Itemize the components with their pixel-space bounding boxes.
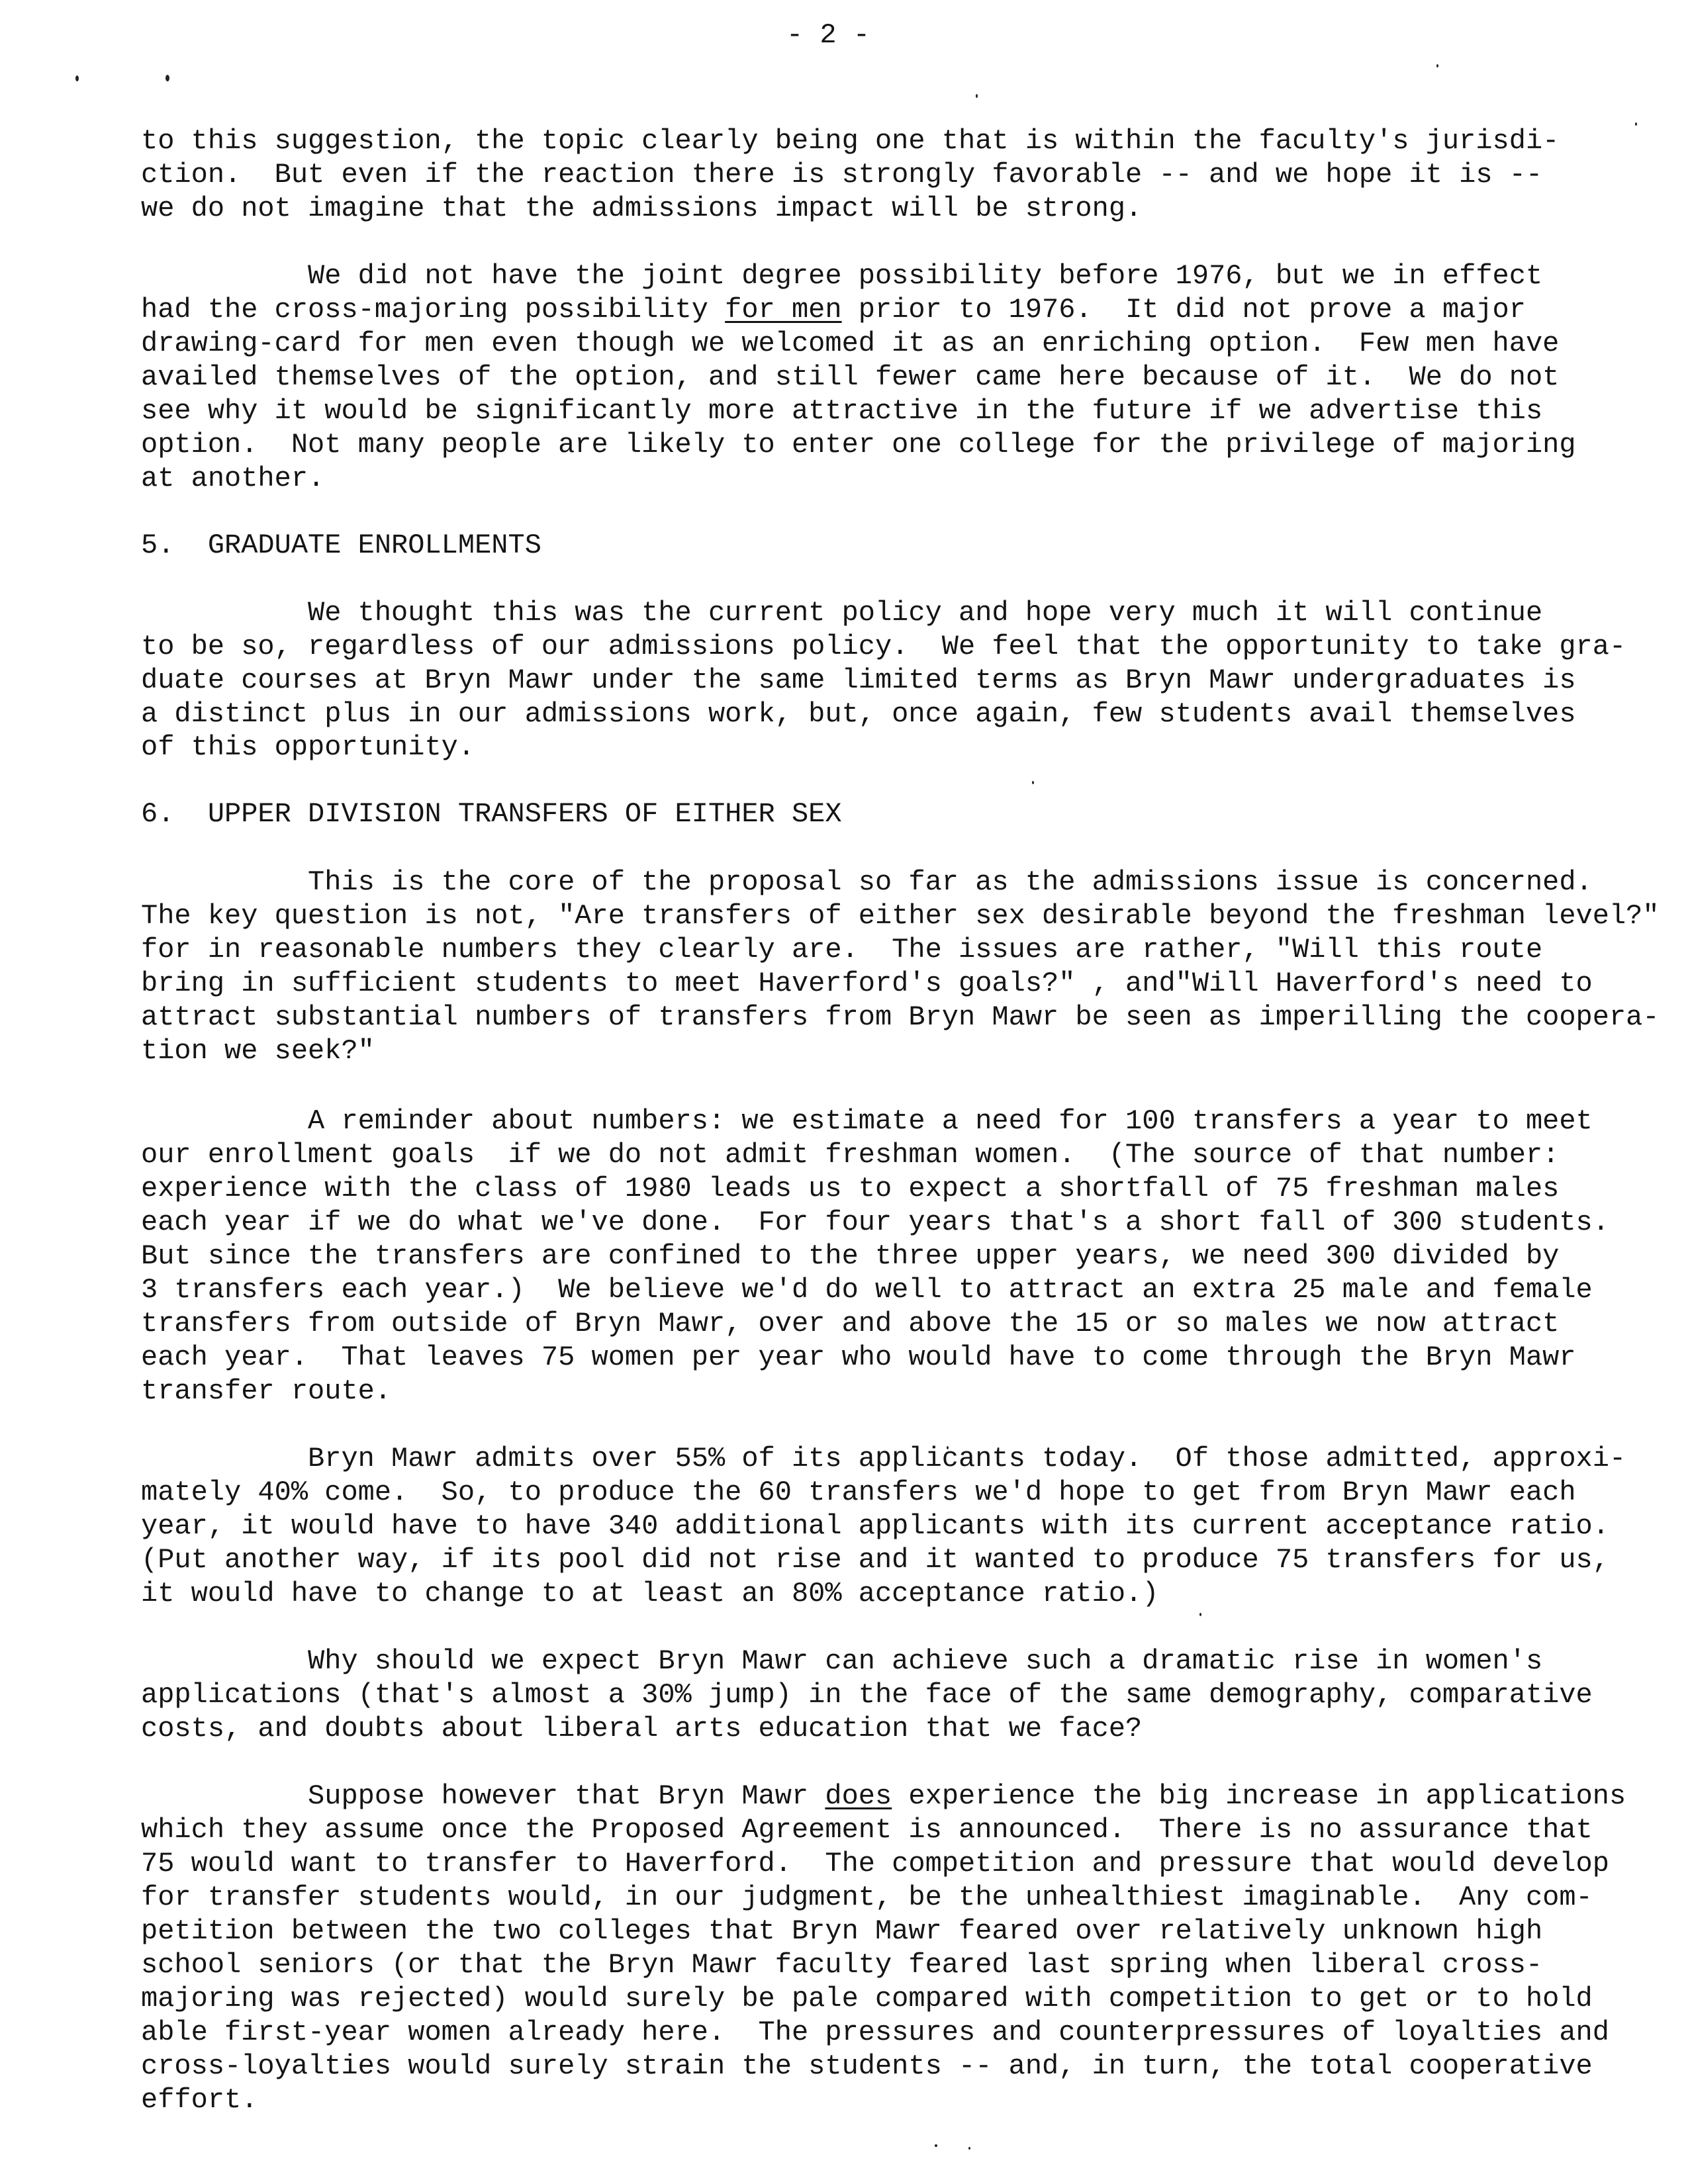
- page-number: - 2 -: [786, 19, 870, 51]
- text-segment: Suppose however that Bryn Mawr: [141, 1780, 825, 1812]
- text-line: The key question is not, "Are transfers of either sex desirable beyond the freshman level?": [141, 900, 1660, 932]
- text-segment: had the cross-majoring possibility: [141, 294, 726, 326]
- text-line: each year if we do what we've done. For four years that's a short fall of 300 students.: [141, 1206, 1609, 1238]
- scan-speck: [968, 2147, 970, 2150]
- text-line: applications (that's almost a 30% jump) in the face of the same demography, comparative: [141, 1679, 1593, 1711]
- text-line: availed themselves of the option, and still fewer came here because of it. We do not: [141, 361, 1560, 393]
- text-line: But since the transfers are confined to the three upper years, we need 300 divided by: [141, 1240, 1560, 1272]
- text-line: school seniors (or that the Bryn Mawr faculty feared last spring when liberal cross-: [141, 1949, 1543, 1981]
- scan-speck: [1199, 1613, 1201, 1616]
- text-line: Bryn Mawr admits over 55% of its applicants today. Of those admitted, approxi-: [141, 1443, 1626, 1475]
- text-line: at another.: [141, 463, 325, 494]
- underlined-text: for men: [725, 294, 842, 326]
- section-heading: 5. GRADUATE ENROLLMENTS: [141, 529, 541, 561]
- underlined-text: does: [825, 1780, 892, 1812]
- text-line: to this suggestion, the topic clearly being one that is within the faculty's jurisdi-: [141, 125, 1560, 157]
- text-line: transfer route.: [141, 1375, 392, 1407]
- text-line: [141, 1782, 1626, 1810]
- text-line: ction. But even if the reaction there is strongly favorable -- and we hope it is --: [141, 159, 1543, 191]
- text-line: which they assume once the Proposed Agreement is announced. There is no assurance that: [141, 1814, 1593, 1846]
- section-heading: 6. UPPER DIVISION TRANSFERS OF EITHER SEX: [141, 798, 842, 830]
- text-line: duate courses at Bryn Mawr under the same limited terms as Bryn Mawr undergraduates is: [141, 664, 1576, 696]
- text-line: mately 40% come. So, to produce the 60 transfers we'd hope to get from Bryn Mawr each: [141, 1477, 1576, 1508]
- text-line: it would have to change to at least an 80% acceptance ratio.): [141, 1578, 1159, 1610]
- text-line: each year. That leaves 75 women per year who would have to come through the Bryn Mawr: [141, 1342, 1576, 1373]
- text-line: majoring was rejected) would surely be pale compared with competition to get or to hold: [141, 1983, 1593, 2015]
- text-line: option. Not many people are likely to enter one college for the privilege of majoring: [141, 429, 1576, 461]
- text-line: to be so, regardless of our admissions policy. We feel that the opportunity to take gra-: [141, 631, 1626, 662]
- text-line: for transfer students would, in our judgment, be the unhealthiest imaginable. Any com-: [141, 1882, 1593, 1913]
- text-line: experience with the class of 1980 leads us to expect a shortfall of 75 freshman males: [141, 1173, 1560, 1205]
- scan-speck: [1032, 781, 1034, 784]
- text-line: Why should we expect Bryn Mawr can achieve such a dramatic rise in women's: [141, 1645, 1543, 1677]
- text-line: cross-loyalties would surely strain the students -- and, in turn, the total cooperative: [141, 2050, 1593, 2082]
- text-line: tion we seek?": [141, 1035, 375, 1067]
- scan-speck: [165, 75, 169, 81]
- text-line: transfers from outside of Bryn Mawr, over and above the 15 or so males we now attract: [141, 1308, 1560, 1340]
- text-line: bring in sufficient students to meet Haverford's goals?" , and"Will Haverford's need to: [141, 968, 1593, 999]
- text-line: effort.: [141, 2084, 258, 2116]
- text-line: able first-year women already here. The pressures and counterpressures of loyalties and: [141, 2017, 1609, 2048]
- text-line: We did not have the joint degree possibility before 1976, but we in effect: [141, 260, 1543, 292]
- text-line: This is the core of the proposal so far as the admissions issue is concerned.: [141, 866, 1593, 898]
- text-line: (Put another way, if its pool did not rise and it wanted to produce 75 transfers for us,: [141, 1544, 1609, 1576]
- text-line: We thought this was the current policy and hope very much it will continue: [141, 597, 1543, 629]
- text-line: drawing-card for men even though we welcomed it as an enriching option. Few men have: [141, 328, 1560, 359]
- scan-speck: [1436, 64, 1438, 68]
- text-line: 3 transfers each year.) We believe we'd do well to attract an extra 25 male and female: [141, 1274, 1593, 1306]
- text-line: of this opportunity.: [141, 731, 475, 763]
- text-line: [141, 296, 1526, 324]
- text-line: 75 would want to transfer to Haverford. The competition and pressure that would develop: [141, 1848, 1609, 1880]
- text-line: see why it would be significantly more attractive in the future if we advertise this: [141, 395, 1543, 427]
- text-line: A reminder about numbers: we estimate a need for 100 transfers a year to meet: [141, 1105, 1593, 1137]
- scan-speck: [935, 2144, 937, 2147]
- scan-speck: [75, 75, 79, 81]
- text-line: attract substantial numbers of transfers from Bryn Mawr be seen as imperilling the coopera-: [141, 1001, 1660, 1033]
- text-line: our enrollment goals if we do not admit freshman women. (The source of that number:: [141, 1139, 1560, 1171]
- text-line: a distinct plus in our admissions work, but, once again, few students avail themselves: [141, 698, 1576, 730]
- text-line: costs, and doubts about liberal arts education that we face?: [141, 1713, 1143, 1745]
- text-segment: experience the big increase in applications: [892, 1780, 1626, 1812]
- text-line: petition between the two colleges that Bryn Mawr feared over relatively unknown high: [141, 1915, 1543, 1947]
- text-line: year, it would have to have 340 additional applicants with its current acceptance ratio.: [141, 1510, 1609, 1542]
- text-line: we do not imagine that the admissions impact will be strong.: [141, 193, 1143, 224]
- text-line: for in reasonable numbers they clearly are. The issues are rather, "Will this route: [141, 934, 1543, 966]
- scan-speck: [1635, 122, 1637, 126]
- text-segment: prior to 1976. It did not prove a major: [841, 294, 1526, 326]
- scan-speck: [976, 94, 978, 98]
